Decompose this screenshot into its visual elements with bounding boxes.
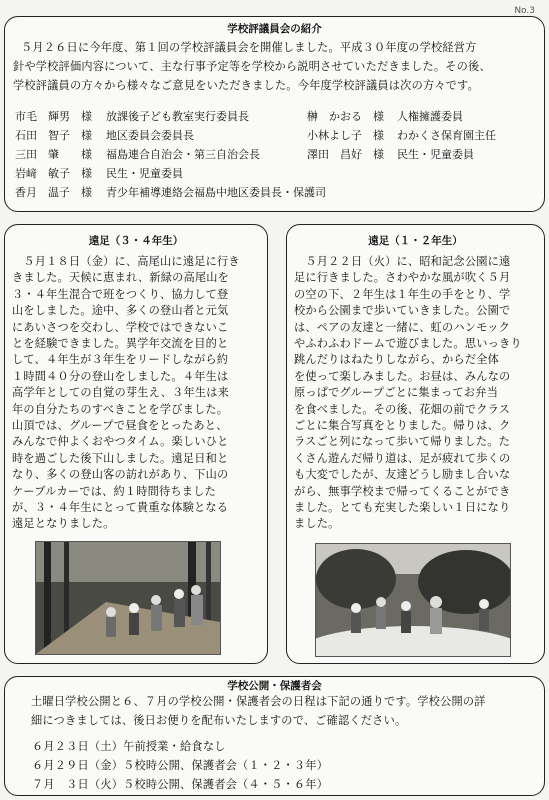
article-line: みんなで仲よくおやつタイム。楽しいひと — [12, 435, 229, 449]
article-line: 時を過ごした後下山しました。遠足日和と — [12, 451, 229, 465]
article-line: して、４年生が３年生をリードしながら約 — [12, 353, 229, 367]
member-row — [15, 127, 194, 143]
member-honorific: 様 — [81, 148, 92, 161]
member-honorific: 様 — [81, 186, 92, 199]
member-honorific: 様 — [81, 129, 92, 142]
member-role: 地区委員会委員長 — [106, 129, 194, 142]
member-role: 民生・児童委員 — [397, 148, 474, 161]
member-honorific: 様 — [373, 129, 384, 142]
park-photo — [315, 543, 511, 657]
member-role: 青少年補導連絡会福島中地区委員長・保護司 — [106, 186, 326, 199]
article-line: を使って楽しみました。お昼は、みんなの — [294, 369, 511, 383]
council-intro-line: ５月２６日に今年度、第１回の学校評議員会を開催しました。平成３０年度の学校経営方 — [21, 41, 477, 54]
member-role: わかくさ保育園主任 — [397, 129, 496, 142]
article-line: も大変でしたが、友達どうし励まし合いな — [294, 468, 511, 482]
open-school-section — [4, 676, 545, 796]
member-name: 三田 肇 — [15, 148, 59, 161]
member-name: 榊 かおる — [307, 110, 362, 123]
article-line: 山頂では、グループで昼食をとったあと、 — [12, 419, 228, 432]
trip-12-title: 遠足（１・２年生） — [368, 235, 463, 247]
schedule-item: ６月２３日（土）午前授業・給食なし — [32, 740, 226, 753]
member-role: 福島連合自治会・第三自治会長 — [106, 148, 260, 161]
article-line: ラスごと列になって歩いて帰りました。た — [294, 435, 511, 449]
trip-34-section — [4, 224, 268, 664]
article-line: ５月２２日（火）に、昭和記念公園に遠 — [294, 255, 511, 268]
member-row — [307, 108, 463, 124]
member-row — [15, 108, 249, 124]
member-row — [307, 127, 496, 143]
council-intro-line: 針や学校評価内容について、主な行事予定等を学校から説明させていただきました。その後、 — [13, 60, 491, 73]
member-name: 香月 温子 — [15, 186, 70, 199]
member-row — [15, 146, 260, 162]
member-honorific: 様 — [373, 148, 384, 161]
open-school-intro-line: 細につきましては、後日お便りを配布いたしますので、ご確認ください。 — [31, 714, 407, 727]
schedule-item: ６月２９日（金）５校時公開、保護者会（１・２・３年） — [32, 759, 329, 772]
article-line: 年の自分たちのすべきことを学びました。 — [12, 402, 229, 416]
article-line: が、３・４年生にとって貴重な体験となる — [12, 501, 229, 514]
article-line: ３・４年生混合で班をつくり、協力して登 — [12, 287, 229, 301]
council-section — [4, 16, 545, 212]
article-line: 跳んだりはねたりしながら、からだ全体 — [294, 353, 499, 367]
open-school-title: 学校公開・保護者会 — [227, 680, 322, 692]
article-line: 山をしました。途中、多くの登山者と元気 — [12, 304, 229, 318]
article-line: ５月１８日（金）に、高尾山に遠足に行き — [12, 255, 240, 268]
article-line: の空の下、２年生は１年生の手をとり、学 — [294, 287, 511, 301]
member-name: 澤田 昌好 — [307, 148, 362, 161]
article-line: やふわふわドームで遊びました。思いっきり — [294, 337, 522, 350]
member-honorific: 様 — [81, 110, 92, 123]
member-role: 人権擁護委員 — [397, 110, 463, 123]
page-number: No.3 — [514, 6, 535, 16]
article-line: 原っぱでグループごとに集まってお弁当 — [294, 386, 499, 400]
trip-12-section — [286, 224, 545, 664]
member-role: 放課後子ども教室実行委員長 — [106, 110, 249, 123]
hiking-photo — [35, 541, 221, 655]
article-line: ごとに集合写真をとりました。帰りは、ク — [294, 419, 511, 432]
member-row — [15, 184, 326, 200]
member-row — [15, 165, 183, 181]
article-line: は、ペアの友達と一緒に、虹のハンモック — [294, 320, 511, 334]
member-role: 民生・児童委員 — [106, 167, 183, 180]
article-line: とを経験できました。異学年交流を目的と — [12, 337, 229, 350]
article-line: 足に行きました。さわやかな風が吹く５月 — [294, 271, 511, 285]
member-honorific: 様 — [373, 110, 384, 123]
trip-34-title: 遠足（３・４年生） — [88, 235, 184, 247]
article-line: 高学年としての自覚の芽生え、３年生は来 — [12, 386, 230, 400]
member-name: 市毛 輝男 — [15, 110, 70, 123]
article-line: ました。とても充実した楽しい１日になり — [294, 501, 511, 514]
article-line: 遠足となりました。 — [12, 517, 115, 531]
article-line: きました。天候に恵まれ、新緑の高尾山を — [12, 271, 230, 285]
member-name: 石田 智子 — [15, 129, 70, 142]
article-line: １時間４０分の登山をしました。４年生は — [12, 369, 229, 383]
member-name: 小林よし子 — [307, 129, 362, 142]
member-name: 岩﨑 敏子 — [15, 167, 70, 180]
open-school-intro-line: 土曜日学校公開と６、７月の学校公開・保護者会の日程は下記の通りです。学校公開の詳 — [31, 695, 486, 708]
article-line: がら、無事学校まで帰ってくることができ — [294, 484, 511, 498]
article-line: にあいさつを交わし、学校ではできないこ — [12, 320, 229, 334]
article-line: ケーブルカーでは、約１時間待ちました — [12, 484, 216, 498]
article-line: を食べました。その後、花畑の前でクラス — [294, 402, 511, 416]
article-line: くさん遊んだ帰り道は、足が疲れて歩くの — [294, 451, 511, 465]
council-intro-line: 学校評議員の方々から様々なご意見をいただきました。今年度学校評議員は次の方々です。 — [13, 79, 479, 92]
article-line: 校から公園まで歩いていきました。公園で — [294, 304, 511, 318]
article-line: なり、多くの登山客の訪れがあり、下山の — [12, 468, 229, 482]
member-row — [307, 146, 474, 162]
schedule-item: ７月 ３日（火）５校時公開、保護者会（４・５・６年） — [32, 778, 329, 791]
article-line: ました。 — [294, 517, 340, 531]
member-honorific: 様 — [81, 167, 92, 180]
council-title: 学校評議員会の紹介 — [227, 23, 322, 35]
